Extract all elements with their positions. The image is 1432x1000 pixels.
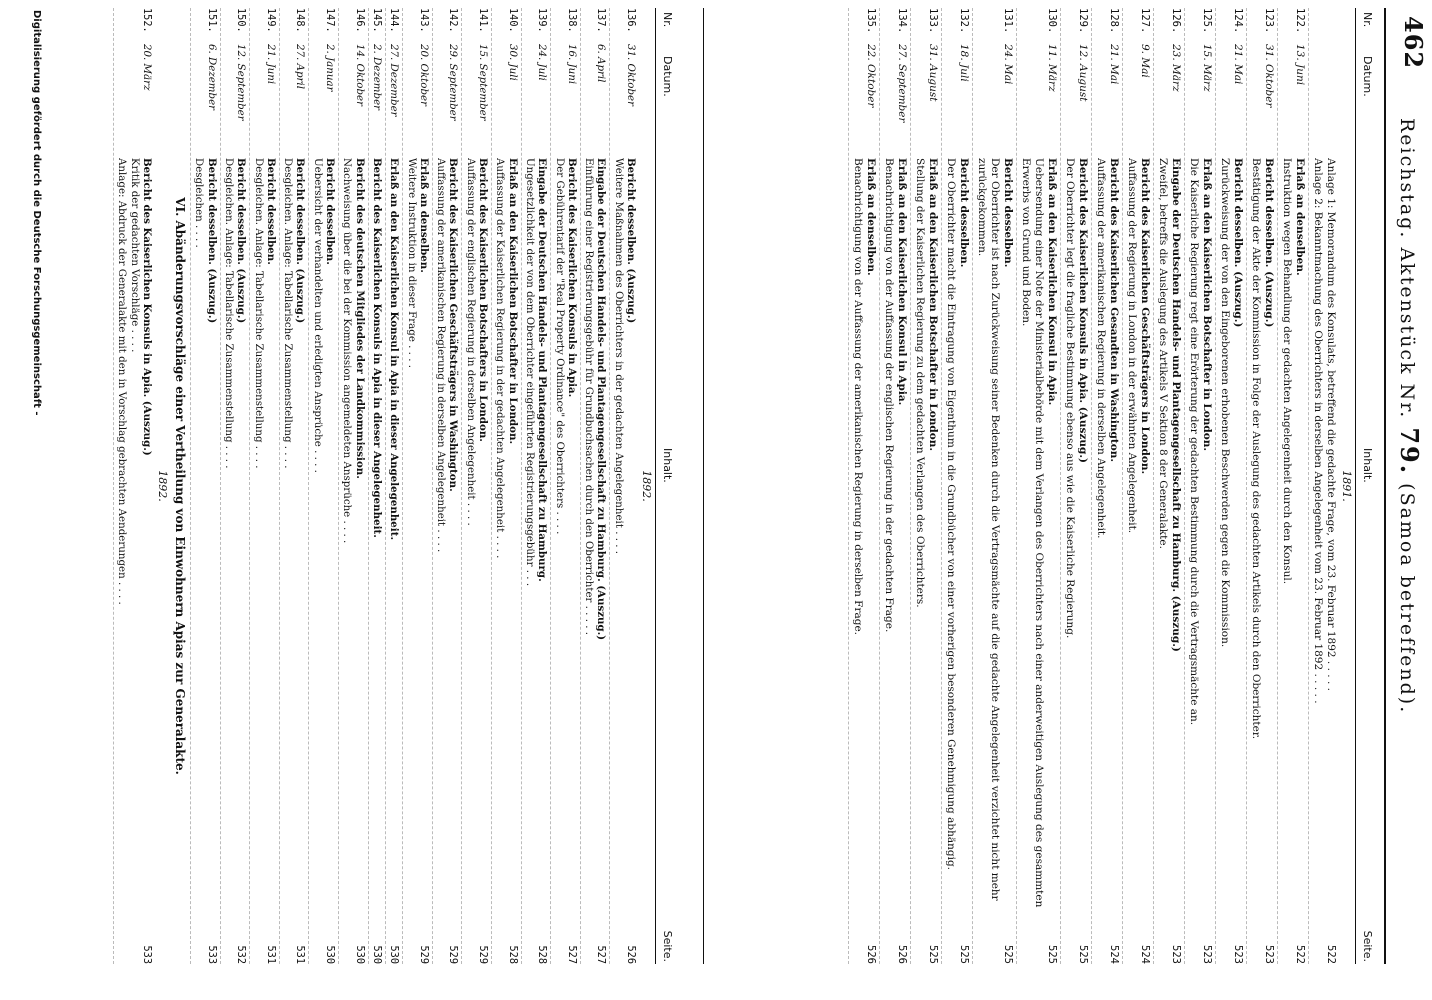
table-row (220, 8, 250, 964)
row-line: Desgleichen. Anlage: Tabellarische Zusammenstellung . . . . (222, 158, 235, 469)
row-date: 16. Juni (565, 44, 578, 85)
row-number: 141. (477, 8, 490, 33)
row-heading: Bericht des deutschen Mitgliedes der Landkommission. (353, 158, 366, 479)
title-number: 79. (1395, 427, 1424, 476)
row-page: 525 (958, 945, 970, 964)
row-heading: Erlaß an den Kaiserlichen Konsul in Apia in dieser Angelegenheit. (388, 158, 401, 541)
year-label: 1892. (156, 470, 170, 502)
row-heading: Bericht des Kaiserlichen Botschafters in London. (477, 158, 490, 442)
row-heading: Bericht des Kaiserlichen Konsuls in Apia. (565, 158, 578, 398)
row-heading: Eingabe der Deutschen Handels- und Plantagengesellschaft zu Hamburg. (536, 158, 549, 582)
row-date: 21. Mai (1232, 44, 1244, 85)
row-line: Bestätigung der Akte der Kommission in Folge der Auslegung des gedachten Artikels durch den Oberrichter. (1250, 158, 1262, 740)
table-row (1091, 8, 1122, 964)
row-page: 528 (536, 945, 549, 964)
row-page: 522 (1325, 945, 1337, 964)
table-row (848, 8, 879, 964)
row-number: 129. (1077, 8, 1089, 34)
row-content (1125, 152, 1151, 924)
row-line: Benachrichtigung von der Auffassung der englischen Regierung in der gedachten Frage. (883, 158, 895, 633)
row-page: 527 (565, 945, 578, 964)
row-content (464, 152, 489, 924)
table-row (1153, 8, 1184, 964)
row-number: 126. (1170, 8, 1182, 34)
row-content (913, 152, 939, 924)
row-heading: Bericht des Kaiserlichen Konsuls in Apia. (Auszug.) (141, 158, 154, 456)
table-row (432, 8, 462, 964)
row-heading: Bericht des Kaiserlichen Konsuls in Apia in dieser Angelegenheit. (370, 158, 383, 538)
row-page: 523 (1232, 945, 1244, 964)
row-heading: Bericht desselben. (Auszug.) (625, 158, 637, 324)
table-row (308, 8, 338, 964)
row-page: 529 (447, 945, 460, 964)
row-line: Auffassung der amerikanischen Regierung in derselben Angelegenheit. (1095, 158, 1107, 539)
row-line: Der Oberrichter ist nach Zurückweisung seiner Bedenken durch die Vertragsmächte auf die gedachte Angelegenheit verzichtet nicht mehr zurückgekommen. (976, 158, 1001, 901)
row-heading: Bericht desselben. (Auszug.) (1232, 158, 1244, 328)
table-row (941, 8, 972, 964)
row-content (882, 152, 908, 924)
row-page: 523 (1170, 945, 1182, 964)
table-row (1308, 8, 1339, 964)
row-date: 31. Oktober (625, 44, 637, 106)
table-row (879, 8, 910, 964)
row-page: 525 (1002, 945, 1014, 964)
row-line: Weitere Instruktion in dieser Frage . . . . (405, 158, 418, 368)
row-date: 29. September (447, 44, 460, 121)
row-number: 122. (1294, 8, 1306, 34)
row-heading: Bericht desselben. (324, 158, 337, 265)
row-content (1063, 152, 1089, 924)
col-inhalt: Inhalt. (661, 448, 674, 483)
row-date: 27. September (896, 44, 908, 123)
row-page: 526 (896, 945, 908, 964)
table-row (368, 8, 385, 964)
row-page: 527 (595, 945, 608, 964)
row-page: 529 (477, 945, 490, 964)
row-content (553, 152, 578, 924)
row-line: Desgleichen . . . . (193, 158, 206, 248)
row-page: 522 (1294, 945, 1306, 964)
row-heading: Erlaß an denselben. (417, 158, 430, 273)
table-row (1184, 8, 1215, 964)
row-line: Anlage 2: Bekanntmachung des Oberrichters in derselben Angelegenheit vom 23. Februar 1892 . . . . . (1312, 158, 1324, 704)
row-date: 22. Oktober (865, 44, 877, 108)
row-heading: Bericht desselben. (Auszug.) (1263, 158, 1275, 328)
col-nr: Nr. (661, 12, 674, 28)
row-date: 21. Mai (1108, 44, 1120, 85)
row-number: 146. (353, 8, 366, 33)
title-suffix: (Samoa betreffend). (1396, 483, 1418, 715)
row-date: 21. Juni (264, 44, 277, 85)
row-page: 533 (205, 945, 218, 964)
row-date: 30. Juli (506, 44, 519, 81)
row-content (975, 152, 1014, 924)
row-date: 18. Juli (958, 44, 970, 82)
table-row (972, 8, 1016, 964)
table-row (1215, 8, 1246, 964)
row-number: 135. (865, 8, 877, 34)
row-date: 6. Dezember (205, 44, 218, 111)
row-content (494, 152, 519, 924)
bottom-table (100, 8, 678, 964)
row-page: 523 (1263, 945, 1275, 964)
row-line: Weitere Maßnahmen des Oberrichters in der gedachten Angelegenheit . . . . (612, 158, 625, 555)
row-page: 524 (1108, 945, 1120, 964)
row-heading: Erlaß an denselben. (1294, 158, 1306, 276)
page-number: 462 (1399, 16, 1428, 70)
row-number: 152. (141, 8, 154, 33)
table-row (461, 8, 491, 964)
row-date: 2. Dezember (370, 44, 383, 111)
col-seite: Seite. (1361, 930, 1374, 962)
row-content (944, 152, 970, 924)
row-number: 145. (370, 8, 383, 33)
row-line: Uebersicht der verhandelten und erledigten Ansprüche . . . . (311, 158, 324, 473)
top-table (716, 8, 1378, 964)
row-number: 133. (927, 8, 939, 34)
row-number: 123. (1263, 8, 1275, 34)
row-date: 27. Dezember (388, 44, 401, 117)
row-heading: Erlaß an den Kaiserlichen Botschafter in London. (1201, 158, 1213, 452)
row-heading: Bericht desselben. (958, 158, 970, 268)
row-number: 132. (958, 8, 970, 34)
row-page: 525 (1077, 945, 1089, 964)
col-nr: Nr. (1361, 12, 1374, 28)
row-line: Einführung einer Registrierungsgebühr für Grundbuchsachen durch den Oberrichter . . . . . (583, 158, 596, 635)
table-row (113, 8, 155, 964)
row-content (1249, 152, 1275, 924)
row-content (311, 152, 336, 924)
row-content (388, 152, 400, 924)
row-content (1187, 152, 1213, 924)
row-date: 20. Oktober (417, 44, 430, 106)
row-content (1218, 152, 1244, 924)
row-content (282, 152, 307, 924)
top-rows (848, 8, 1354, 964)
row-number: 130. (1046, 8, 1058, 34)
row-page: 525 (1046, 945, 1058, 964)
row-line: Anlage: Abdruck der Generalakte mit den in Vorschlag gebrachten Aenderungen . . . . (116, 158, 129, 605)
row-content (583, 152, 608, 924)
table-row (190, 8, 220, 964)
row-heading: Bericht desselben. (Auszug.) (294, 158, 307, 324)
row-heading: Erlaß an denselben. (865, 158, 877, 276)
year-label: 1891. (1340, 470, 1353, 502)
row-content (405, 152, 430, 924)
row-content (524, 152, 549, 924)
row-date: 31. August (927, 44, 939, 102)
year-label: 1892. (640, 470, 653, 502)
row-line: Instruktion wegen Behandlung der gedachten Angelegenheit durch den Konsul. (1281, 158, 1293, 585)
table-row (609, 8, 639, 964)
table-row (385, 8, 402, 964)
table-row (521, 8, 551, 964)
row-heading: Bericht desselben. (1002, 158, 1014, 268)
row-page: 529 (417, 945, 430, 964)
row-date: 2. Januar (324, 44, 337, 92)
row-number: 134. (896, 8, 908, 34)
row-line: Auffassung der Kaiserlichen Regierung in der gedachten Angelegenheit . . . . (494, 158, 507, 559)
document-page (50, 8, 1430, 964)
row-number: 144. (388, 8, 401, 33)
row-line: Auffassung der amerikanischen Regierung in derselben Angelegenheit . . . . (435, 158, 448, 553)
row-number: 140. (506, 8, 519, 33)
row-heading: Erlaß an den Kaiserlichen Konsul in Apia. (1046, 158, 1058, 406)
row-date: 23. März (1170, 44, 1182, 92)
row-date: 12. August (1077, 44, 1089, 102)
row-line: Der Oberrichter legt die fragliche Bestimmung ebenso aus wie die Kaiserliche Regierung. (1064, 158, 1076, 639)
row-date: 14. Oktober (353, 44, 366, 106)
table-row (1060, 8, 1091, 964)
bottom-rows (113, 8, 654, 964)
row-heading: Bericht des Kaiserlichen Gesandten in Washington. (1108, 158, 1120, 462)
row-content (371, 152, 383, 924)
col-inhalt: Inhalt. (1361, 448, 1374, 483)
row-content (851, 152, 877, 924)
row-date: 9. Mai (1139, 44, 1151, 78)
row-content (1019, 152, 1058, 924)
row-line: Desgleichen. Anlage: Tabellarische Zusammenstellung . . . . (282, 158, 295, 469)
table-row (1016, 8, 1060, 964)
table-row (910, 8, 941, 964)
table-row (338, 8, 368, 964)
row-line: Nachweisung über die bei der Kommission angemeldeten Ansprüche . . . . (341, 158, 354, 544)
row-page: 533 (141, 945, 154, 964)
row-number: 128. (1108, 8, 1120, 34)
row-line: Auffassung der Regierung in London in der erwähnten Angelegenheit. (1126, 158, 1138, 534)
row-content (612, 152, 637, 924)
table-row (402, 8, 432, 964)
row-line: Uebersendung einer Note der Ministerialbehörde mit dem Verlangen des Oberrichters nach einer anderweitigen Auslegung des gesammten Erwerbs von Grund und Boden. (1020, 158, 1045, 908)
row-number: 142. (447, 8, 460, 33)
row-line: Desgleichen. Anlage: Tabellarische Zusammenstellung . . . . (252, 158, 265, 469)
table-row (1246, 8, 1277, 964)
row-date: 12. September (235, 44, 248, 121)
row-line: Kritik der gedachten Vorschläge . . . . (128, 158, 141, 353)
row-page: 532 (235, 945, 248, 964)
row-date: 31. Oktober (1263, 44, 1275, 108)
row-content (1156, 152, 1182, 924)
row-page: 531 (264, 945, 277, 964)
title-prefix: Reichstag. Aktenstück Nr. (1396, 118, 1418, 420)
row-line: Ungesetzlichkeit der von dem Oberrichter eingeführten Registrierungsgebühr . . . (523, 158, 536, 587)
row-line: Stellung der Kaiserlichen Regierung zu dem gedachten Verlangen des Oberrichters. (914, 158, 926, 608)
row-heading: Bericht desselben. (Auszug.) (205, 158, 218, 324)
row-number: 139. (536, 8, 549, 33)
row-line: Die Kaiserliche Regierung regt eine Erörterung der gedachten Bestimmung durch die Vertragsmächte an. (1188, 158, 1200, 726)
row-number: 131. (1002, 8, 1014, 34)
table-row (279, 8, 309, 964)
row-date: 6. April (595, 44, 608, 83)
row-number: 148. (294, 8, 307, 33)
row-heading: Bericht desselben. (264, 158, 277, 265)
row-page: 530 (324, 945, 337, 964)
col-seite: Seite. (661, 930, 674, 962)
row-number: 143. (417, 8, 430, 33)
section-heading: VI. Abänderungsvorschläge einer Vertheilung von Einwohnern Apias zur Generalakte. (173, 197, 188, 775)
row-heading: Eingabe der Deutschen Handels- und Plantagengesellschaft zu Hamburg. (Auszug.) (595, 158, 608, 641)
row-line: Der Gebührentarif der "Real Property Ordinance" des Oberrichters . . . . (553, 158, 566, 535)
table-row (550, 8, 580, 964)
row-line: Zurückweisung der von den Eingeborenen erhobenen Beschwerden gegen die Kommission. (1219, 158, 1231, 648)
col-datum: Datum. (661, 56, 674, 97)
row-content (341, 152, 366, 924)
row-date: 15. September (477, 44, 490, 121)
row-page: 524 (1139, 945, 1151, 964)
row-content (252, 152, 277, 924)
row-number: 149. (264, 8, 277, 33)
table-row (249, 8, 279, 964)
row-date: 27. April (294, 44, 307, 89)
row-date: 15. März (1201, 44, 1213, 92)
row-line: Benachrichtigung von der Auffassung der amerikanischen Regierung in derselben Frage. (852, 158, 864, 636)
row-number: 127. (1139, 8, 1151, 34)
row-content (435, 152, 460, 924)
row-page: 531 (294, 945, 307, 964)
row-number: 151. (205, 8, 218, 33)
column-headers-bottom (655, 8, 678, 964)
row-heading: Bericht des Kaiserlichen Geschäftsträgers in Washington. (447, 158, 460, 492)
footer (22, 0, 52, 1000)
row-number: 136. (625, 8, 637, 33)
table-row (1277, 8, 1308, 964)
row-number: 150. (235, 8, 248, 33)
row-heading: Erlaß an den Kaiserlichen Botschafter in London. (927, 158, 939, 452)
row-page: 526 (625, 945, 637, 964)
row-content (1094, 152, 1120, 924)
middle-rule (703, 8, 704, 964)
table-row (580, 8, 610, 964)
row-page: 530 (388, 945, 401, 964)
row-heading: Eingabe der Deutschen Handels- und Plantagengesellschaft zu Hamburg. (Auszug.) (1170, 158, 1182, 652)
row-heading: Bericht desselben. (Auszug.) (235, 158, 248, 324)
page-title (1395, 118, 1424, 714)
page-header (1378, 8, 1430, 964)
row-page: 526 (865, 945, 877, 964)
row-date: 24. Juli (536, 44, 549, 81)
footer-text: Digitalisierung gefördert durch die Deutsche Forschungsgemeinschaft - (31, 10, 42, 416)
row-content (193, 152, 218, 924)
row-heading: Bericht des Kaiserlichen Konsuls in Apia. (Auszug.) (1077, 158, 1089, 463)
row-date: 20. März (141, 44, 154, 91)
row-line: Der Oberrichter macht die Eintragung von Eigenthum in die Grundbücher von einer vorherigen besonderen Genehmigung abhängig. (945, 158, 957, 871)
table-row (491, 8, 521, 964)
row-page: 530 (353, 945, 366, 964)
row-date: 13. Juni (1294, 44, 1306, 86)
row-page: 523 (1201, 945, 1213, 964)
row-line: Zweifel, betreffs die Auslegung des Artikels V Sektion 8 der Generalakte. (1157, 158, 1169, 549)
row-number: 147. (324, 8, 337, 33)
row-content (116, 152, 153, 924)
row-content (1311, 152, 1337, 924)
row-number: 125. (1201, 8, 1213, 34)
row-number: 137. (595, 8, 608, 33)
row-content (223, 152, 248, 924)
row-number: 138. (565, 8, 578, 33)
table-row (1122, 8, 1153, 964)
row-heading: Bericht des Kaiserlichen Geschäftsträgers in London. (1139, 158, 1151, 475)
row-content (1280, 152, 1306, 924)
row-page: 530 (370, 945, 383, 964)
row-line: Auffassung der englischen Regierung in derselben Angelegenheit . . . . (464, 158, 477, 526)
row-page: 528 (506, 945, 519, 964)
row-date: 11. März (1046, 44, 1058, 92)
row-page: 525 (927, 945, 939, 964)
column-headers-top (1355, 8, 1378, 964)
col-datum: Datum. (1361, 56, 1374, 97)
row-date: 24. Mai (1002, 44, 1014, 85)
header-rule (1384, 8, 1386, 964)
row-heading: Erlaß an den Kaiserlichen Botschafter in London. (506, 158, 519, 445)
row-number: 124. (1232, 8, 1244, 34)
row-heading: Erlaß an den Kaiserlichen Konsul in Apia. (896, 158, 908, 406)
row-line: Anlage 1: Memorandum des Konsulats, betreffend die gedachte Frage, vom 23. Februar 1892 . . . . . (1325, 158, 1337, 691)
